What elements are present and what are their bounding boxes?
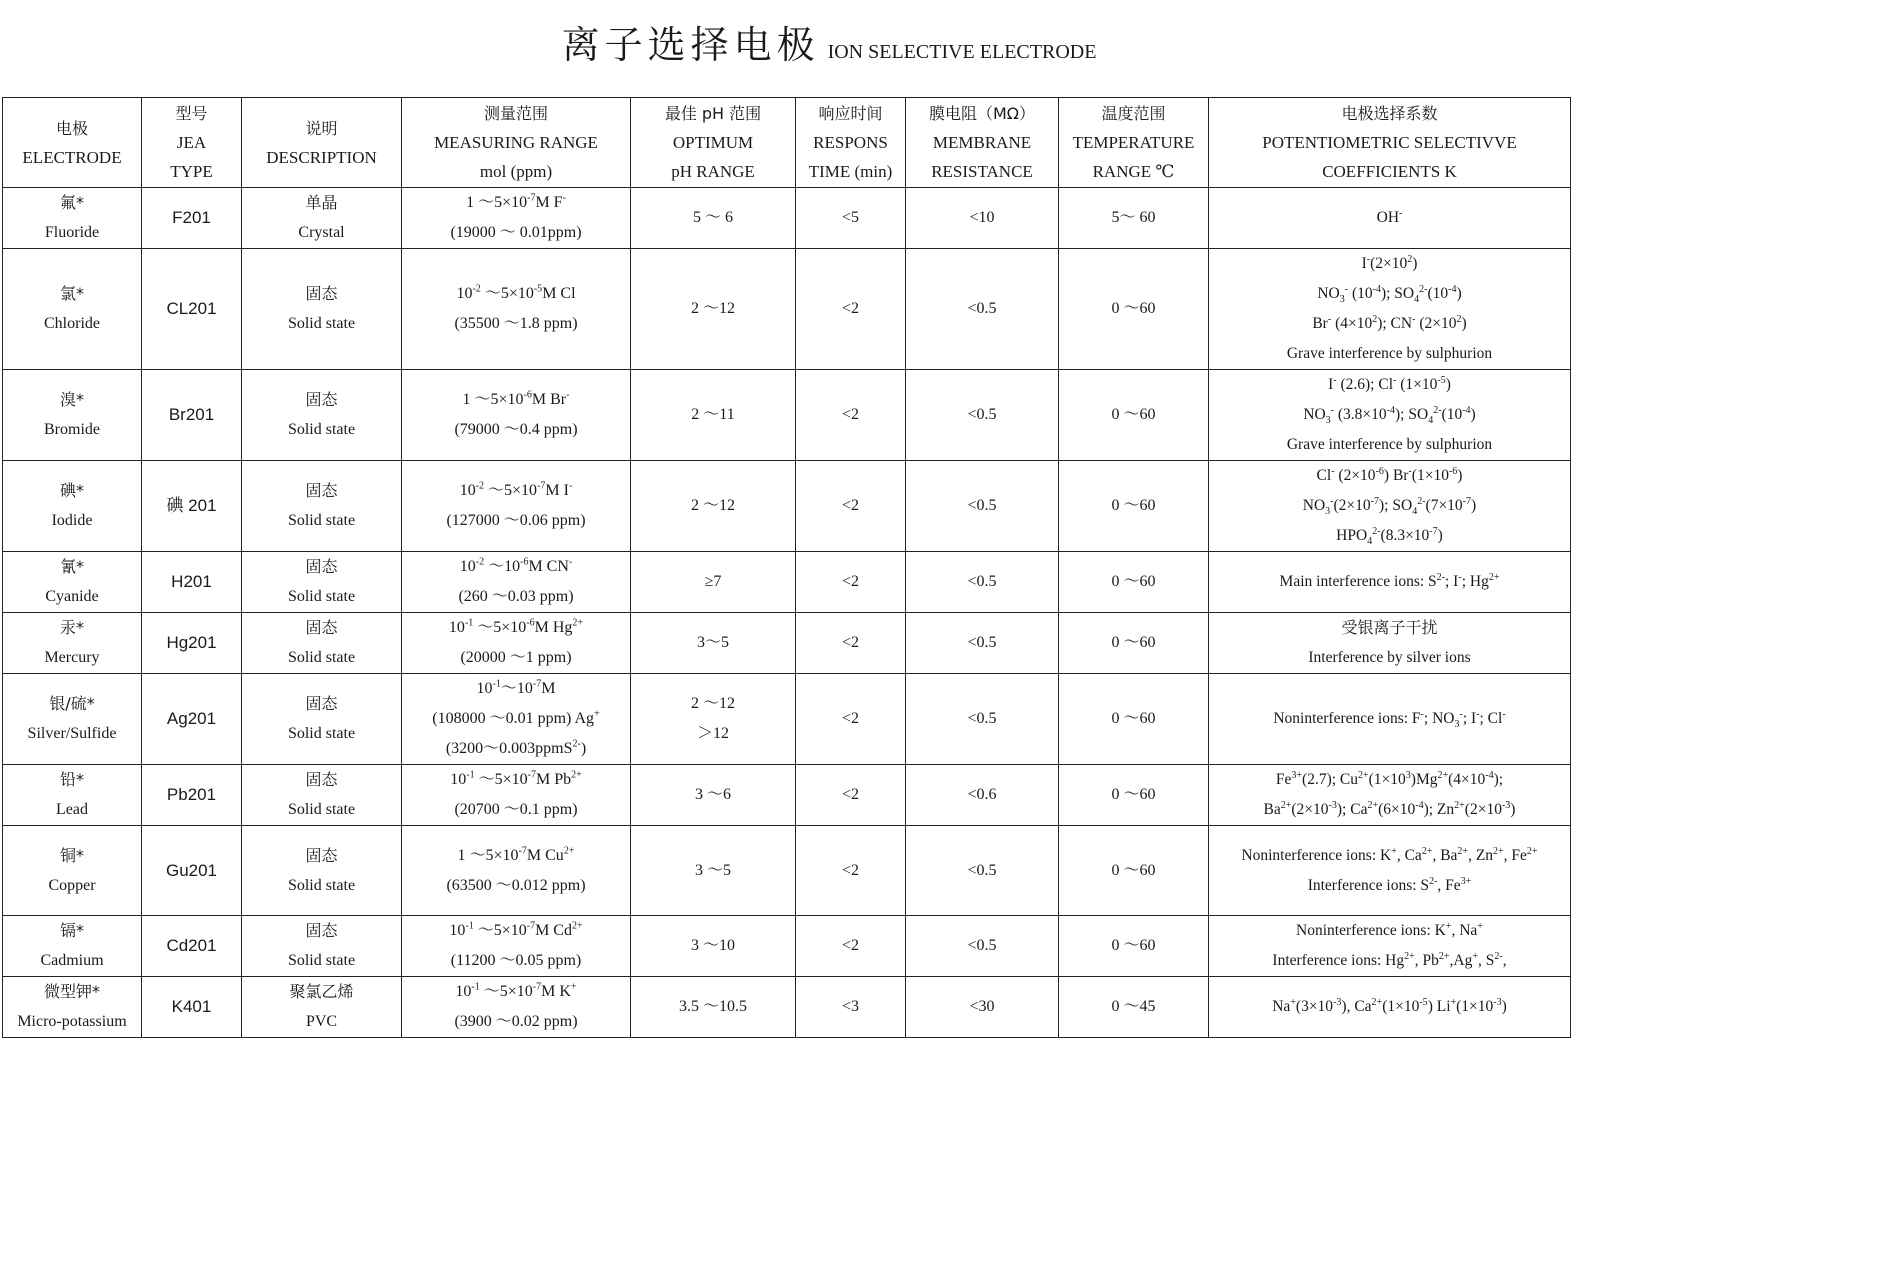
type-cell-line: H201 — [171, 572, 212, 591]
header-line: POTENTIOMETRIC SELECTIVVE — [1262, 133, 1517, 152]
resistance-cell-line: <0.5 — [967, 710, 997, 727]
resistance-cell — [906, 461, 1059, 552]
ph-cell-line: ≥7 — [704, 573, 722, 590]
time-cell — [796, 370, 906, 461]
description-cell-line: Crystal — [298, 224, 345, 241]
resistance-cell — [906, 826, 1059, 916]
electrode-cell — [3, 674, 142, 765]
header-selectivity-coefficients — [1209, 98, 1571, 188]
description-cell-line: Solid state — [287, 649, 356, 666]
description-cell-line: Solid state — [287, 725, 356, 742]
temperature-cell — [1059, 461, 1209, 552]
header-line: ELECTRODE — [22, 147, 122, 167]
type-cell — [142, 916, 242, 977]
range-cell — [402, 977, 631, 1038]
ph-cell — [631, 916, 796, 977]
header-line: 型号 — [175, 104, 208, 123]
time-cell — [796, 826, 906, 916]
temperature-cell — [1059, 249, 1209, 370]
description-cell — [242, 674, 402, 765]
header-line: OPTIMUM — [672, 133, 754, 152]
resistance-cell — [906, 188, 1059, 249]
header-line: MEASURING RANGE — [434, 133, 598, 152]
electrode-cell-line: 氟* — [59, 193, 84, 212]
temperature-cell — [1059, 613, 1209, 674]
temperature-cell-line: 5～ 60 — [1111, 209, 1156, 226]
time-cell-line: <2 — [841, 300, 860, 317]
resistance-cell — [906, 249, 1059, 370]
coefficient-cell-line: Noninterference ions: K+, $Ca^{2+}$, $Ba^{2+}$, $Zn^{2+}$, $Fe^{2+}$ — [1241, 845, 1538, 864]
time-cell — [796, 613, 906, 674]
range-cell — [402, 249, 631, 370]
resistance-cell-line: <0.5 — [967, 634, 997, 651]
description-cell-line: 单晶 — [305, 193, 338, 212]
range-cell-line: $10^{-1}$ $\sim 5\times 10^{-7}M$ $Cd^{2+}$ — [449, 920, 583, 939]
description-cell-line: Solid state — [287, 588, 356, 605]
temperature-cell-line: 0 ～60 — [1111, 710, 1156, 727]
range-cell — [402, 461, 631, 552]
ph-cell — [631, 765, 796, 826]
coefficient-cell-line: Noninterference ions: K+, Na+ — [1296, 920, 1483, 939]
description-cell — [242, 552, 402, 613]
description-cell-line: 固态 — [305, 390, 338, 409]
range-cell-line: (19000 ～ 0.01ppm) — [450, 224, 582, 241]
type-cell-line: Pb201 — [166, 785, 217, 804]
time-cell — [796, 249, 906, 370]
header-line: TYPE — [170, 162, 213, 181]
coefficient-cell — [1209, 249, 1571, 370]
coefficient-cell — [1209, 370, 1571, 461]
time-cell-line: <3 — [841, 998, 860, 1015]
header-line: 温度范围 — [1101, 104, 1166, 123]
range-cell-line: (3200～0.003ppmS$^{2-}$) — [445, 738, 587, 757]
range-cell-line: 1 $\sim 5\times 10^{-6}M$ Br- — [462, 389, 570, 408]
coefficient-cell-line: $Ba^{2+}(2\times 10^{-3})$; $Ca^{2+}(6\times 10^{-4})$; $Zn^{2+}(2\times 10^{-3})$ — [1263, 799, 1516, 818]
description-cell-line: 固态 — [305, 557, 338, 576]
ph-cell-line: 3.5 ～10.5 — [678, 998, 747, 1015]
description-cell — [242, 977, 402, 1038]
temperature-cell — [1059, 370, 1209, 461]
temperature-cell — [1059, 674, 1209, 765]
header-line: 测量范围 — [483, 104, 548, 123]
range-cell — [402, 765, 631, 826]
header-line: 电极选择系数 — [1341, 104, 1438, 123]
header-line: 膜电阻（MΩ） — [928, 104, 1036, 123]
ph-cell — [631, 674, 796, 765]
temperature-cell-line: 0 ～60 — [1111, 861, 1156, 879]
header-temperature-range — [1059, 98, 1209, 188]
electrode-cell-line: Copper — [48, 876, 96, 894]
header-line: RESPONS — [813, 133, 888, 152]
temperature-cell-line: 0 ～60 — [1111, 634, 1156, 651]
ph-cell-line: 3 ～5 — [694, 861, 731, 879]
electrode-cell-line: 微型钾* — [43, 982, 100, 1001]
ph-cell-line: ＞12 — [696, 725, 729, 742]
temperature-cell-line: 0 ～45 — [1111, 998, 1156, 1015]
coefficient-cell-line: Br- $(4\times 10^2)$; CN- $(2\times 10^2)$ — [1312, 313, 1467, 332]
range-cell — [402, 674, 631, 765]
electrode-cell — [3, 188, 142, 249]
time-cell — [796, 461, 906, 552]
description-cell-line: 固态 — [305, 618, 338, 637]
table-row — [3, 552, 1571, 613]
temperature-cell — [1059, 552, 1209, 613]
range-cell-line: (63500 ～0.012 ppm) — [446, 876, 586, 894]
table-row — [3, 370, 1571, 461]
time-cell-line: <2 — [841, 634, 860, 651]
table-row — [3, 613, 1571, 674]
resistance-cell-line: <0.6 — [967, 786, 997, 803]
type-cell-line: Ag201 — [166, 709, 217, 728]
range-cell-line: 1 $\sim 5\times 10^{-7}M$ F- — [466, 192, 566, 211]
electrode-cell-line: Cadmium — [40, 952, 104, 969]
description-cell — [242, 370, 402, 461]
electrode-cell-line: Cyanide — [45, 588, 99, 605]
description-cell — [242, 765, 402, 826]
resistance-cell-line: <0.5 — [967, 573, 997, 590]
range-cell-line: (260 ～0.03 ppm) — [458, 588, 574, 605]
range-cell-line: (79000 ～0.4 ppm) — [454, 421, 578, 438]
range-cell-line: $10^{-2}$ $\sim 5\times 10^{-5}M$ Cl — [456, 283, 576, 302]
description-cell-line: 固态 — [305, 770, 338, 789]
header-line: 最佳 pH 范围 — [664, 104, 762, 123]
electrode-cell — [3, 765, 142, 826]
electrode-cell-line: Chloride — [44, 315, 100, 332]
range-cell-line: $10^{-2}$ $\sim 10^{-6}M$ CN- — [459, 556, 573, 575]
description-cell-line: 固态 — [305, 481, 338, 500]
ph-cell-line: 2 ～12 — [690, 300, 735, 317]
table-row — [3, 249, 1571, 370]
header-line: mol (ppm) — [479, 162, 553, 181]
ph-cell — [631, 613, 796, 674]
coefficient-cell — [1209, 552, 1571, 613]
description-cell-line: 聚氯乙烯 — [289, 982, 354, 1001]
description-cell — [242, 188, 402, 249]
time-cell — [796, 977, 906, 1038]
type-cell-line: K401 — [171, 997, 212, 1016]
temperature-cell-line: 0 ～60 — [1111, 497, 1156, 514]
coefficient-cell-line: $Fe^{3+}(2.7)$; $Cu^{2+}(1\times 10^3)Mg^{2+}(4\times 10^{-4})$; — [1275, 769, 1504, 788]
type-cell — [142, 188, 242, 249]
type-cell-line: Gu201 — [165, 860, 218, 880]
coefficient-cell — [1209, 613, 1571, 674]
coefficient-cell-line: $NO_3^-$ $(10^{-4})$; $SO_4^{2-}(10^{-4})$ — [1317, 283, 1462, 306]
ph-cell-line: 2 ～11 — [691, 406, 735, 423]
electrode-cell — [3, 552, 142, 613]
temperature-cell — [1059, 826, 1209, 916]
temperature-cell-line: 0 ～60 — [1111, 406, 1156, 423]
resistance-cell — [906, 370, 1059, 461]
resistance-cell — [906, 977, 1059, 1038]
range-cell — [402, 188, 631, 249]
range-cell-line: (11200 ～0.05 ppm) — [450, 952, 582, 969]
resistance-cell — [906, 552, 1059, 613]
resistance-cell-line: <0.5 — [967, 300, 997, 317]
coefficient-cell-line: 受银离子干扰 — [1341, 618, 1438, 637]
header-type — [142, 98, 242, 188]
electrode-cell — [3, 461, 142, 552]
header-line: 响应时间 — [818, 104, 883, 123]
type-cell-line: Br201 — [168, 405, 215, 424]
electrode-cell-line: Iodide — [51, 512, 93, 529]
type-cell — [142, 552, 242, 613]
range-cell — [402, 552, 631, 613]
type-cell — [142, 370, 242, 461]
title-english: ION SELECTIVE ELECTRODE — [827, 41, 1097, 63]
type-cell — [142, 461, 242, 552]
coefficient-cell — [1209, 765, 1571, 826]
electrode-cell — [3, 826, 142, 916]
description-cell-line: PVC — [305, 1013, 338, 1030]
type-cell-line: Cd201 — [166, 936, 217, 955]
range-cell-line: $10^{-2}$ $\sim 5\times 10^{-7}M$ I- — [459, 480, 573, 499]
electrode-cell-line: 氰* — [59, 557, 84, 576]
range-cell-line: $10^{-1}$ $\sim 5\times 10^{-6}M$ $Hg^{2+}$ — [448, 617, 584, 636]
ph-cell-line: 2 ～12 — [690, 695, 735, 712]
range-cell — [402, 826, 631, 916]
time-cell — [796, 916, 906, 977]
ph-cell — [631, 188, 796, 249]
ph-cell — [631, 370, 796, 461]
type-cell — [142, 674, 242, 765]
coefficient-cell-line: I- (2.6); Cl- $(1\times 10^{-5})$ — [1328, 374, 1451, 393]
resistance-cell — [906, 916, 1059, 977]
ph-cell-line: 3～5 — [696, 634, 729, 651]
resistance-cell-line: <0.5 — [967, 497, 997, 514]
electrode-cell-line: 碘* — [59, 481, 84, 500]
time-cell — [796, 765, 906, 826]
table-row — [3, 916, 1571, 977]
header-line: COEFFICIENTS K — [1322, 162, 1457, 181]
electrode-table — [2, 97, 1571, 1038]
ph-cell — [631, 826, 796, 916]
coefficient-cell-line: $NO_3^-(2\times 10^{-7})$; $SO_4^{2-}(7\times 10^{-7})$ — [1302, 495, 1477, 518]
coefficient-cell-line: $Na^+(3\times 10^{-3})$, $Ca^{2+}(1\times 10^{-5})$ $Li^+(1\times 10^{-3})$ — [1272, 996, 1507, 1015]
ph-cell-line: 2 ～12 — [690, 497, 735, 514]
coefficient-cell-line: Interference ions: $S^{2-}$, $Fe^{3+}$ — [1307, 875, 1472, 894]
coefficient-cell-line: Main interference ions: $S^{2-}$; I-; $Hg^{2+}$ — [1279, 571, 1500, 590]
coefficient-cell — [1209, 188, 1571, 249]
temperature-cell-line: 0 ～60 — [1111, 573, 1156, 590]
coefficient-cell-line: Grave interference by sulphurion — [1286, 345, 1493, 362]
coefficient-cell-line: $I^-(2\times 10^2)$ — [1361, 253, 1418, 272]
type-cell — [142, 826, 242, 916]
description-cell-line: Solid state — [287, 315, 356, 332]
header-line: MEMBRANE — [932, 133, 1032, 152]
header-optimum-ph — [631, 98, 796, 188]
type-cell-line: Hg201 — [166, 633, 217, 652]
electrode-cell — [3, 977, 142, 1038]
electrode-cell-line: 铅* — [59, 770, 84, 789]
document-title — [0, 14, 1568, 78]
coefficient-cell-line: $HPO_4^{2-}(8.3\times 10^{-7})$ — [1336, 525, 1443, 548]
header-row — [3, 98, 1571, 188]
ph-cell-line: 3 ～10 — [690, 937, 735, 954]
electrode-cell-line: Lead — [56, 801, 88, 818]
description-cell — [242, 461, 402, 552]
time-cell-line: <2 — [841, 710, 860, 727]
description-cell — [242, 249, 402, 370]
ph-cell — [631, 249, 796, 370]
resistance-cell-line: <0.5 — [967, 406, 997, 423]
time-cell — [796, 188, 906, 249]
description-cell-line: Solid state — [287, 421, 356, 438]
range-cell-line: $10^{-1}$ $\sim 5\times 10^{-7}M$ K+ — [455, 981, 577, 1000]
description-cell — [242, 916, 402, 977]
electrode-cell — [3, 916, 142, 977]
header-line: JEA — [176, 133, 207, 152]
electrode-cell — [3, 370, 142, 461]
coefficient-cell — [1209, 977, 1571, 1038]
table-row — [3, 461, 1571, 552]
header-line: TEMPERATURE — [1072, 133, 1195, 152]
type-cell-line: 碘 201 — [166, 496, 217, 515]
description-cell-line: 固态 — [305, 845, 338, 865]
time-cell-line: <2 — [841, 573, 860, 590]
electrode-cell-line: Bromide — [44, 421, 100, 438]
ph-cell — [631, 552, 796, 613]
type-cell — [142, 977, 242, 1038]
electrode-cell-line: Micro-potassium — [17, 1013, 127, 1030]
range-cell-line: (108000 ～0.01 ppm) Ag+ — [432, 708, 600, 727]
type-cell — [142, 249, 242, 370]
electrode-cell-line: 溴* — [59, 390, 84, 409]
range-cell-line: $10^{-1}\sim 10^{-7}M$ — [476, 678, 556, 697]
time-cell-line: <2 — [841, 497, 860, 514]
coefficient-cell — [1209, 826, 1571, 916]
coefficient-cell — [1209, 916, 1571, 977]
coefficient-cell-line: $NO_3^-$ $(3.8\times 10^{-4})$; $SO_4^{2-}(10^{-4})$ — [1303, 404, 1476, 427]
range-cell-line: (20000 ～1 ppm) — [460, 649, 572, 666]
electrode-cell-line: 银/硫* — [49, 694, 95, 713]
table-body — [3, 188, 1571, 1038]
ph-cell — [631, 977, 796, 1038]
range-cell-line: 1 $\sim 5\times 10^{-7}M$ $Cu^{2+}$ — [457, 845, 575, 864]
resistance-cell-line: <30 — [969, 998, 995, 1015]
resistance-cell-line: <0.5 — [967, 861, 997, 879]
table-row — [3, 826, 1571, 916]
title-chinese: 离子选择电极 — [561, 23, 820, 67]
type-cell-line: F201 — [172, 208, 211, 227]
header-electrode — [3, 98, 142, 188]
header-description — [242, 98, 402, 188]
electrode-cell-line: 汞* — [59, 618, 84, 637]
coefficient-cell — [1209, 674, 1571, 765]
electrode-cell-line: 氯* — [59, 284, 84, 303]
temperature-cell — [1059, 188, 1209, 249]
range-cell-line: (20700 ～0.1 ppm) — [454, 801, 578, 818]
time-cell-line: <5 — [841, 209, 860, 226]
coefficient-cell-line: Noninterference ions: F-; $NO_3^-$; I-; Cl- — [1273, 708, 1506, 731]
type-cell — [142, 613, 242, 674]
coefficient-cell-line: Cl- $(2\times 10^{-6})$ $Br^-(1\times 10^{-6})$ — [1316, 465, 1463, 484]
electrode-cell-line: 镉* — [59, 921, 84, 940]
resistance-cell — [906, 674, 1059, 765]
range-cell-line: (35500 ～1.8 ppm) — [454, 315, 578, 332]
header-line: 电极 — [55, 118, 88, 138]
range-cell-line: (3900 ～0.02 ppm) — [454, 1013, 578, 1030]
description-cell-line: Solid state — [287, 801, 356, 818]
header-measuring-range — [402, 98, 631, 188]
header-line: pH RANGE — [671, 162, 755, 181]
description-cell-line: Solid state — [287, 952, 356, 969]
description-cell-line: 固态 — [305, 284, 338, 303]
header-line: TIME (min) — [808, 162, 893, 181]
electrode-cell — [3, 249, 142, 370]
temperature-cell — [1059, 765, 1209, 826]
time-cell — [796, 674, 906, 765]
type-cell — [142, 765, 242, 826]
description-cell — [242, 826, 402, 916]
range-cell — [402, 916, 631, 977]
header-response-time — [796, 98, 906, 188]
coefficient-cell-line: Grave interference by sulphurion — [1286, 436, 1493, 453]
coefficient-cell — [1209, 461, 1571, 552]
ph-cell-line: 3 ～6 — [694, 786, 731, 803]
temperature-cell-line: 0 ～60 — [1111, 937, 1156, 954]
description-cell — [242, 613, 402, 674]
time-cell-line: <2 — [841, 406, 860, 423]
description-cell-line: Solid state — [287, 512, 356, 529]
range-cell-line: (127000 ～0.06 ppm) — [446, 512, 586, 529]
description-cell-line: Solid state — [287, 876, 356, 894]
header-line: RESISTANCE — [931, 162, 1033, 181]
resistance-cell-line: <0.5 — [967, 937, 997, 954]
time-cell-line: <2 — [841, 786, 860, 803]
coefficient-cell-line: OH- — [1376, 207, 1403, 226]
temperature-cell — [1059, 916, 1209, 977]
table-row — [3, 188, 1571, 249]
description-cell-line: 固态 — [305, 694, 338, 713]
time-cell-line: <2 — [841, 861, 860, 879]
resistance-cell — [906, 765, 1059, 826]
time-cell-line: <2 — [841, 937, 860, 954]
description-cell-line: 固态 — [305, 921, 338, 940]
coefficient-cell-line: Interference by silver ions — [1308, 649, 1471, 666]
electrode-cell — [3, 613, 142, 674]
temperature-cell — [1059, 977, 1209, 1038]
ph-cell-line: 5 ～ 6 — [692, 209, 733, 226]
ph-cell — [631, 461, 796, 552]
electrode-cell-line: Mercury — [44, 649, 100, 666]
table-row — [3, 977, 1571, 1038]
type-cell-line: CL201 — [166, 299, 217, 318]
temperature-cell-line: 0 ～60 — [1111, 786, 1156, 803]
electrode-cell-line: Silver/Sulfide — [27, 725, 117, 742]
electrode-cell-line: 铜* — [59, 845, 84, 865]
header-line: DESCRIPTION — [266, 147, 377, 167]
header-line: RANGE ℃ — [1092, 162, 1175, 181]
range-cell-line: $10^{-1}$ $\sim 5\times 10^{-7}M$ $Pb^{2+}$ — [450, 769, 582, 788]
table-row — [3, 674, 1571, 765]
resistance-cell — [906, 613, 1059, 674]
coefficient-cell-line: Interference ions: $Hg^{2+}$, $Pb^{2+},Ag^+$, $S^{2-}$, — [1272, 950, 1507, 969]
range-cell — [402, 370, 631, 461]
time-cell — [796, 552, 906, 613]
range-cell — [402, 613, 631, 674]
table-row — [3, 765, 1571, 826]
header-membrane-resistance — [906, 98, 1059, 188]
temperature-cell-line: 0 ～60 — [1111, 300, 1156, 317]
electrode-cell-line: Fluoride — [44, 224, 100, 241]
resistance-cell-line: <10 — [969, 209, 995, 226]
header-line: 说明 — [305, 118, 338, 138]
